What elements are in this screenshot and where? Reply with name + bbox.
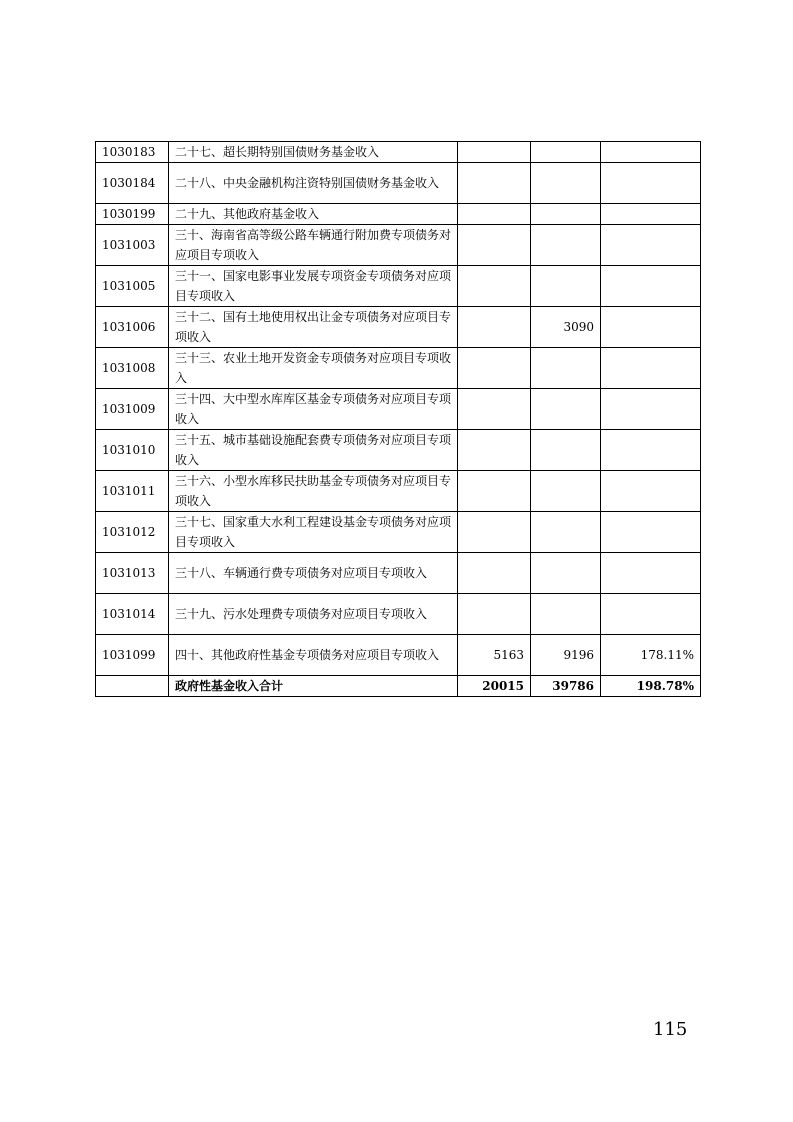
table-row <box>96 594 701 635</box>
row-value-1 <box>458 430 531 471</box>
row-value-1 <box>458 142 531 163</box>
row-value-2 <box>531 553 601 594</box>
row-value-1 <box>458 307 531 348</box>
table-row <box>96 163 701 204</box>
page-number: 115 <box>653 1019 688 1040</box>
row-value-1 <box>458 553 531 594</box>
row-name: 三十八、车辆通行费专项债务对应项目专项收入 <box>169 553 458 594</box>
row-code: 1031003 <box>96 225 169 266</box>
row-value-1 <box>458 348 531 389</box>
row-name: 三十二、国有土地使用权出让金专项债务对应项目专项收入 <box>169 307 458 348</box>
row-name: 三十一、国家电影事业发展专项资金专项债务对应项目专项收入 <box>169 266 458 307</box>
row-value-1 <box>458 266 531 307</box>
row-value-3 <box>601 512 701 553</box>
row-value-1 <box>458 389 531 430</box>
row-value-2 <box>531 225 601 266</box>
row-value-2 <box>531 142 601 163</box>
row-name: 三十三、农业土地开发资金专项债务对应项目专项收入 <box>169 348 458 389</box>
row-code: 1030183 <box>96 142 169 163</box>
row-code: 1031099 <box>96 635 169 676</box>
row-code: 1031008 <box>96 348 169 389</box>
total-row <box>96 676 701 697</box>
table-row <box>96 430 701 471</box>
table-row <box>96 348 701 389</box>
total-code <box>96 676 169 697</box>
row-value-3 <box>601 430 701 471</box>
table-row <box>96 471 701 512</box>
table-row <box>96 389 701 430</box>
row-value-1 <box>458 471 531 512</box>
row-code: 1031011 <box>96 471 169 512</box>
row-value-3 <box>601 266 701 307</box>
row-value-3 <box>601 225 701 266</box>
total-value-1: 20015 <box>458 676 531 697</box>
row-value-2 <box>531 204 601 225</box>
row-value-3: 178.11% <box>601 635 701 676</box>
row-code: 1031014 <box>96 594 169 635</box>
row-name: 四十、其他政府性基金专项债务对应项目专项收入 <box>169 635 458 676</box>
row-value-3 <box>601 348 701 389</box>
row-value-2: 9196 <box>531 635 601 676</box>
row-code: 1031010 <box>96 430 169 471</box>
row-value-1 <box>458 594 531 635</box>
row-value-1 <box>458 512 531 553</box>
row-value-1 <box>458 225 531 266</box>
row-value-1 <box>458 204 531 225</box>
row-value-3 <box>601 142 701 163</box>
row-value-3 <box>601 389 701 430</box>
row-value-3 <box>601 553 701 594</box>
row-name: 二十七、超长期特别国债财务基金收入 <box>169 142 458 163</box>
table-row <box>96 225 701 266</box>
row-name: 三十七、国家重大水利工程建设基金专项债务对应项目专项收入 <box>169 512 458 553</box>
table-body <box>96 142 701 697</box>
row-value-1 <box>458 163 531 204</box>
row-code: 1031013 <box>96 553 169 594</box>
row-name: 三十五、城市基础设施配套费专项债务对应项目专项收入 <box>169 430 458 471</box>
row-value-3 <box>601 204 701 225</box>
row-value-2 <box>531 389 601 430</box>
row-value-2 <box>531 430 601 471</box>
row-name: 三十九、污水处理费专项债务对应项目专项收入 <box>169 594 458 635</box>
row-value-2 <box>531 471 601 512</box>
row-value-2: 3090 <box>531 307 601 348</box>
row-code: 1031006 <box>96 307 169 348</box>
row-name: 二十八、中央金融机构注资特别国债财务基金收入 <box>169 163 458 204</box>
row-code: 1031009 <box>96 389 169 430</box>
row-code: 1030199 <box>96 204 169 225</box>
total-value-3: 198.78% <box>601 676 701 697</box>
row-name: 三十四、大中型水库库区基金专项债务对应项目专项收入 <box>169 389 458 430</box>
row-value-1: 5163 <box>458 635 531 676</box>
row-value-2 <box>531 594 601 635</box>
row-value-2 <box>531 348 601 389</box>
table-row <box>96 266 701 307</box>
row-name: 三十六、小型水库移民扶助基金专项债务对应项目专项收入 <box>169 471 458 512</box>
row-name: 二十九、其他政府基金收入 <box>169 204 458 225</box>
row-code: 1031012 <box>96 512 169 553</box>
table-row <box>96 512 701 553</box>
row-value-2 <box>531 266 601 307</box>
row-value-2 <box>531 512 601 553</box>
row-value-2 <box>531 163 601 204</box>
table-row <box>96 307 701 348</box>
table-row <box>96 204 701 225</box>
table-row <box>96 635 701 676</box>
revenue-table <box>95 141 701 697</box>
row-value-3 <box>601 594 701 635</box>
total-label: 政府性基金收入合计 <box>169 676 458 697</box>
table-row <box>96 553 701 594</box>
total-value-2: 39786 <box>531 676 601 697</box>
row-name: 三十、海南省高等级公路车辆通行附加费专项债务对应项目专项收入 <box>169 225 458 266</box>
row-code: 1030184 <box>96 163 169 204</box>
row-value-3 <box>601 163 701 204</box>
row-code: 1031005 <box>96 266 169 307</box>
row-value-3 <box>601 471 701 512</box>
table-row <box>96 142 701 163</box>
row-value-3 <box>601 307 701 348</box>
